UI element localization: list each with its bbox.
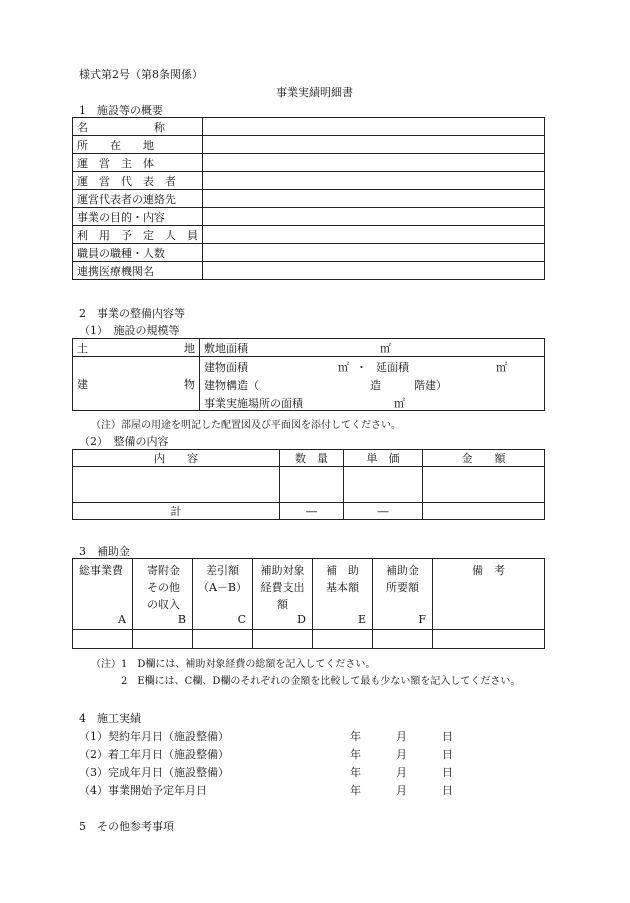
- contract-year: 年: [350, 730, 361, 743]
- col-required-amount: [373, 559, 433, 630]
- input-users[interactable]: [203, 226, 545, 244]
- letter-d: D: [297, 613, 306, 626]
- land-right: 地: [184, 341, 195, 355]
- unit-price-cell[interactable]: [344, 467, 423, 503]
- remarks-label: 備 考: [472, 564, 505, 577]
- contract-day: 日: [442, 730, 453, 743]
- difference-line1: 差引額: [206, 564, 239, 577]
- floor-m2: ㎡: [496, 361, 507, 374]
- quantity-cell[interactable]: [280, 467, 344, 503]
- required-line1: 補助金: [386, 564, 419, 577]
- base-line1: 補 助: [326, 564, 359, 577]
- start-date-label: （2）着工年月日（施設整備）: [79, 748, 229, 761]
- start-day: 日: [442, 748, 453, 761]
- row-label-operator: 運 営 主 体: [73, 154, 203, 172]
- value-c[interactable]: [193, 630, 253, 649]
- bldg-dot: ・: [356, 361, 367, 374]
- building-detail-cell[interactable]: [200, 357, 545, 411]
- land-area-label: 敷地面積: [204, 341, 248, 355]
- section5-heading: 5 その他参考事項: [79, 820, 174, 833]
- input-operator[interactable]: [203, 154, 545, 172]
- letter-e: E: [357, 613, 366, 626]
- input-medical[interactable]: [203, 262, 545, 280]
- subsection-contents: （2） 整備の内容: [79, 435, 169, 448]
- header-content: 内 容: [73, 450, 280, 467]
- input-contact[interactable]: [203, 190, 545, 208]
- base-line2: 基本額: [326, 581, 359, 594]
- letter-a: A: [118, 613, 126, 626]
- subsidy-table: [72, 558, 545, 649]
- contract-date-label: （1）契約年月日（施設整備）: [79, 730, 229, 743]
- value-d[interactable]: [253, 630, 313, 649]
- content-cell[interactable]: [73, 467, 280, 503]
- total-label: 計: [73, 503, 280, 520]
- col-remarks: [433, 559, 545, 630]
- business-start-date-label: （4）事業開始予定年月日: [79, 784, 207, 797]
- letter-b: B: [177, 613, 186, 626]
- structure-zou: 造: [370, 379, 381, 392]
- completion-date-label: （3）完成年月日（施設整備）: [79, 766, 229, 779]
- section2-heading: 2 事業の整備内容等: [79, 307, 185, 320]
- letter-c: C: [237, 613, 246, 626]
- scale-table: [72, 338, 545, 411]
- subsidy-note-1: 1 D欄には、補助対象経費の総額を記入してください。: [121, 659, 376, 670]
- input-purpose[interactable]: [203, 208, 545, 226]
- letter-f: F: [418, 613, 426, 626]
- total-cost-label: 総事業費: [79, 564, 123, 577]
- subsection-scale: （1） 施設の規模等: [79, 324, 180, 337]
- start-year: 年: [350, 748, 361, 761]
- completion-year: 年: [350, 766, 361, 779]
- land-area-cell[interactable]: [200, 339, 545, 357]
- contents-table: [72, 449, 545, 520]
- donation-line3: の収入: [147, 598, 180, 611]
- row-label-representative: 運 営 代 表 者: [73, 172, 203, 190]
- value-remarks[interactable]: [433, 630, 545, 649]
- input-staff[interactable]: [203, 244, 545, 262]
- col-donations: [133, 559, 193, 630]
- scale-note: （注）部屋の用途を明記した配置図及び平面図を添付してください。: [91, 420, 401, 431]
- col-total-cost: [73, 559, 133, 630]
- total-quantity-dash: ―: [280, 503, 344, 520]
- business-month: 月: [396, 784, 407, 797]
- business-day: 日: [442, 784, 453, 797]
- subsidy-note-2: 2 E欄には、C欄、D欄のそれぞれの金額を比較して最も少ない額を記入してください。: [121, 676, 521, 687]
- land-left: 土: [77, 341, 88, 355]
- header-unit-price: 単 価: [344, 450, 423, 467]
- value-e[interactable]: [313, 630, 373, 649]
- col-base-amount: [313, 559, 373, 630]
- total-price-dash: ―: [344, 503, 423, 520]
- header-amount: 金 額: [423, 450, 545, 467]
- donation-line1: 寄附金: [147, 564, 180, 577]
- building-label: [73, 357, 200, 411]
- land-label: [73, 339, 200, 357]
- amount-cell[interactable]: [423, 467, 545, 503]
- input-representative[interactable]: [203, 172, 545, 190]
- total-amount-cell[interactable]: [423, 503, 545, 520]
- row-label-contact: 運営代表者の連絡先: [73, 190, 203, 208]
- row-label-location: 所 在 地: [73, 136, 203, 154]
- land-m2: ㎡: [380, 341, 391, 355]
- business-year: 年: [350, 784, 361, 797]
- contract-month: 月: [396, 730, 407, 743]
- subsidy-note-prefix: （注）: [91, 659, 121, 670]
- impl-area-label: 事業実施場所の面積: [204, 397, 303, 410]
- input-location[interactable]: [203, 136, 545, 154]
- floor-area-label: 延面積: [376, 361, 409, 374]
- bldg-right: 物: [184, 377, 195, 391]
- start-month: 月: [396, 748, 407, 761]
- facility-overview-table: [72, 117, 545, 280]
- header-quantity: 数 量: [280, 450, 344, 467]
- bldg-m2: ㎡: [338, 361, 349, 374]
- section4-heading: 4 施工実績: [79, 712, 141, 725]
- row-label-purpose: 事業の目的・内容: [73, 208, 203, 226]
- completion-month: 月: [396, 766, 407, 779]
- input-name[interactable]: [203, 118, 545, 136]
- donation-line2: その他: [147, 581, 180, 594]
- row-label-staff: 職員の職種・人数: [73, 244, 203, 262]
- difference-line2: （A－B）: [197, 581, 248, 594]
- document-title: 事業実績明細書: [276, 86, 353, 99]
- col-difference: [193, 559, 253, 630]
- row-label-users: 利 用 予 定 人 員: [73, 226, 203, 244]
- row-label-medical: 連携医療機関名: [73, 262, 203, 280]
- structure-floors: 階建）: [414, 379, 447, 392]
- col-eligible-cost: [253, 559, 313, 630]
- bldg-left: 建: [77, 377, 88, 391]
- section3-heading: 3 補助金: [79, 545, 130, 558]
- value-b[interactable]: [133, 630, 193, 649]
- bldg-area-label: 建物面積: [204, 361, 248, 374]
- eligible-line3: 額: [277, 598, 288, 611]
- eligible-line2: 経費支出: [260, 581, 305, 594]
- structure-label: 建物構造（: [204, 379, 259, 392]
- row-label-name: 名 称: [73, 118, 203, 136]
- required-line2: 所要額: [386, 581, 419, 594]
- eligible-line1: 補助対象: [260, 564, 305, 577]
- impl-m2: ㎡: [394, 397, 405, 410]
- form-number: 様式第2号（第8条関係）: [79, 68, 203, 81]
- value-f[interactable]: [373, 630, 433, 649]
- completion-day: 日: [442, 766, 453, 779]
- section1-heading: 1 施設等の概要: [79, 104, 163, 117]
- value-a[interactable]: [73, 630, 133, 649]
